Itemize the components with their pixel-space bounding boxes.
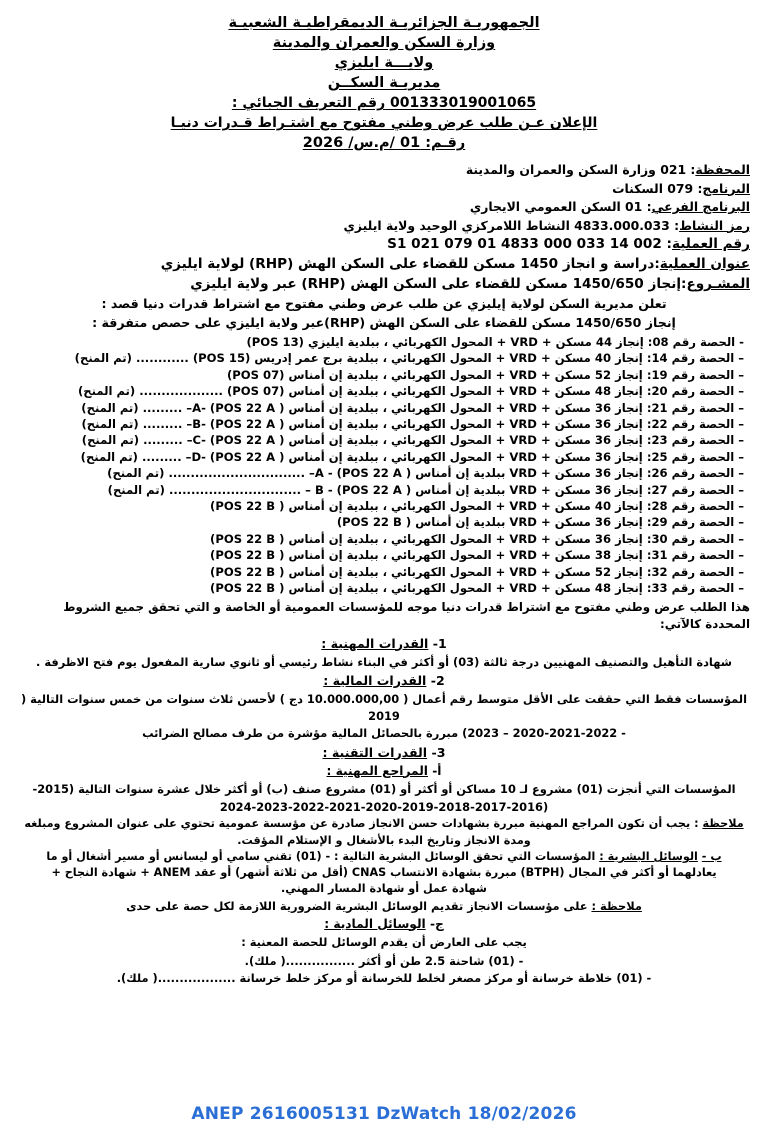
lot-item: – الحصة رقم 30: إنجاز 36 مسكن + VRD + المحول الكهربائي ، ببلدية إن أمناس ( POS 22 B)	[210, 531, 744, 546]
anep-footer: ANEP 2616005131 DzWatch 18/02/2026	[191, 1104, 577, 1124]
document-header	[18, 14, 750, 153]
lot-item: – الحصة رقم 26: إنجاز 36 مسكن + VRD ببلدية إن أمناس ( POS 22 A) - A– ............................... (تم المنح)	[107, 466, 744, 481]
lot-item: – الحصة رقم 22: إنجاز 36 مسكن + VRD + المحول الكهربائي ، ببلدية إن أمناس ( POS 22 A) -B– ......... (تم المنح)	[81, 417, 744, 432]
financial-capacity-title: القدرات المالية :	[323, 673, 427, 688]
tax-id-label: رقم التعريف الجبائي :	[231, 95, 386, 111]
lot-item: – الحصة رقم 32: إنجاز 52 مسكن + VRD + المحول الكهربائي ، ببلدية إن أمناس ( POS 22 B)	[210, 564, 744, 579]
human-resources-note-text: على مؤسسات الانجاز تقديم الوسائل البشرية الضرورية اللازمة لكل حصة على حدى	[126, 899, 588, 913]
technical-capacity-number: 3-	[431, 744, 446, 760]
subprogram-value: 01 السكن العمومي الايجاري	[469, 199, 643, 214]
references-note-line1	[18, 816, 750, 832]
professional-capacity-title: القدرات المهنية :	[321, 635, 429, 651]
lot-item: – الحصة رقم 19: إنجاز 52 مسكن + VRD + المحول الكهربائي ، ببلدية إن أمناس (POS 07)	[226, 367, 744, 382]
operation-number-separator: :	[661, 236, 672, 252]
ministry-title: وزارة السكن والعمران والمدينة	[272, 35, 496, 51]
portfolio-separator: :	[686, 162, 696, 177]
professional-references-line2: (2024-2023-2022-2021-2020-2019-2018-2017-2016	[219, 799, 549, 814]
operation-number-label: رقم العملية	[671, 236, 750, 252]
human-resources-line2: يعادلهما أو أكثر في المجال (BTPH) مبررة بشهادة الانتساب CNAS (أقل من ثلاثة أشهر) أو عقد ANEM + شهادة النجاح +	[51, 866, 717, 879]
technical-capacity-title: القدرات التقنية :	[322, 744, 428, 760]
lot-item: – الحصة رقم 14: إنجاز 40 مسكن + VRD + المحول الكهربائي ، ببلدية برج عمر إدريس (POS 15) ............ (تم المنح)	[74, 351, 744, 366]
material-resources-list	[18, 953, 750, 987]
lot-item: - الحصة رقم 08: إنجاز 44 مسكن + VRD + المحول الكهربائي ، ببلدية ايليزي (POS 13)	[246, 335, 744, 349]
announcement-title: الإعلان عـن طلب عرض وطني مفتوح مع اشتـراط قـدرات دنيـا	[170, 115, 598, 131]
portfolio-row	[18, 161, 750, 179]
references-note-text: : يجب أن تكون المراجع المهنية مبررة بشهادات حسن الانجاز صادرة عن مؤسسة عمومية تحتوي على عنوان المشروع ومبلغه	[24, 817, 699, 830]
lot-item: – الحصة رقم 21: إنجاز 36 مسكن + VRD + المحول الكهربائي ، ببلدية إن أمناس ( POS 22 A) -A– ......... (تم المنح)	[81, 400, 744, 415]
operation-title-label: عنوان العملية	[659, 256, 750, 272]
program-value: 079 السكنات	[612, 180, 694, 196]
project-value: إنجاز 1450/650 مسكن للقضاء على السكن الهش (RHP) عبر ولاية ايليزي	[190, 276, 681, 292]
republic-title: الجمهوريـة الجزائريـة الديمقراطيـة الشعبيـة	[228, 15, 540, 31]
administrative-identification	[18, 161, 750, 294]
lot-item: – الحصة رقم 28: إنجاز 40 مسكن + VRD + المحول الكهربائي ، ببلدية إن أمناس ( POS 22 B)	[210, 499, 744, 514]
human-resources-note	[18, 898, 750, 915]
professional-references-title: المراجع المهنية :	[326, 763, 428, 778]
program-label: البرنامج	[702, 180, 750, 196]
subprogram-label: البرنامج الفرعي	[651, 199, 750, 214]
professional-references-line1: المؤسسات التي أنجزت (01) مشروع لـ 10 مساكن أو أكثر أو (01) مشروع صنف (ب) أو أكثر خلال عشرة سنوات التالية (2015-	[32, 782, 736, 796]
announcement-intro-line1: تعلن مديرية السكن لولاية إيليزي عن طلب عرض وطني مفتوح مع اشتراط قدرات دنيا قصد :	[101, 296, 667, 311]
lot-item: – الحصة رقم 20: إنجاز 48 مسكن + VRD + المحول الكهربائي ، ببلدية إن أمناس (POS 07) ................... (تم المنح)	[77, 384, 744, 399]
material-resources-title: الوسائل المادية :	[324, 916, 426, 931]
material-resources-marker: ج-	[429, 916, 444, 931]
technical-capacity-heading	[18, 744, 750, 762]
professional-capacity-body: شهادة التأهيل والتصنيف المهنيين درجة ثالثة (03) أو أكثر في البناء نشاط رئيسي أو ثانوي سارية المفعول يوم فتح الاظرفة .	[36, 654, 732, 669]
professional-capacity-number: 1-	[432, 635, 447, 651]
program-row	[18, 180, 750, 198]
professional-references-heading	[18, 763, 750, 781]
human-resources-note-label: ملاحظة :	[591, 899, 642, 913]
announcement-intro-line2: إنجاز 1450/650 مسكن للقضاء على السكن الهش (RHP)عبر ولاية ايليزي على حصص متفرقة :	[92, 315, 676, 330]
financial-capacity-line2: - 2020-2021-2022 – 2023) مبررة بالحصائل المالية مؤشرة من طرف مصالح الضرائب	[142, 726, 626, 740]
lots-list	[18, 334, 750, 597]
financial-capacity-heading	[18, 672, 750, 690]
lot-item: – الحصة رقم 23: إنجاز 36 مسكن + VRD + المحول الكهربائي ، ببلدية إن أمناس ( POS 22 A) -C– ......... (تم المنح)	[81, 433, 744, 448]
tax-id-value: 001333019001065	[390, 95, 537, 111]
material-resources-heading	[18, 916, 750, 934]
announcement-reference: رقـم: 01 /م.س/ 2026	[302, 135, 466, 151]
human-resources-text1: المؤسسات التي تحقق الوسائل البشرية التالية : - (01) تقني سامي أو ليسانس أو مسير أشغال أو ما	[46, 850, 596, 863]
lot-item: – الحصة رقم 33: إنجاز 48 مسكن + VRD + المحول الكهربائي ، ببلدية إن أمناس ( POS 22 B)	[210, 581, 744, 596]
professional-capacity-heading	[18, 635, 750, 653]
lot-item: – الحصة رقم 27: إنجاز 36 مسكن + VRD ببلدية إن أمناس ( POS 22 A) - B – .............................. (تم المنح)	[107, 482, 744, 497]
human-resources-line1	[18, 849, 750, 865]
operation-number-value: S1 021 079 01 4833 000 033 14 002	[387, 236, 662, 252]
professional-references-marker: أ-	[432, 763, 442, 778]
project-row	[18, 275, 750, 294]
financial-capacity-line1: المؤسسات فقط التي حققت على الأقل متوسط رقم أعمال ( 10.000.000,00 دج ) لأحسن ثلاث سنوات من خمس سنوات التالية ( 2019	[20, 692, 747, 723]
lot-item: – الحصة رقم 29: إنجاز 36 مسكن + VRD ببلدية إن أمناس ( POS 22 B)	[336, 515, 744, 530]
material-item: - (01) شاحنة 2.5 طن أو أكثر ................( ملك).	[244, 953, 524, 968]
material-item: - (01) خلاطة خرسانة أو مركز مصغر لخلط للخرسانة أو مركز خلط خرسانة ..................( ملك).	[116, 970, 652, 985]
portfolio-label: المحفظة	[695, 162, 750, 177]
activity-code-value: 4833.000.033 النشاط اللامركزي الوحيد ولاية ايليزي	[343, 217, 670, 233]
program-separator: :	[693, 180, 703, 196]
operation-title-separator: :	[654, 256, 660, 272]
portfolio-value: 021 وزارة السكن والعمران والمدينة	[465, 162, 687, 177]
subprogram-separator: :	[642, 199, 652, 214]
activity-code-row	[18, 217, 750, 235]
material-resources-intro: يجب على العارض أن يقدم الوسائل للحصة المعنية :	[241, 935, 527, 949]
human-resources-title: الوسائل البشرية :	[599, 850, 698, 863]
references-note-label: ملاحظة	[702, 817, 744, 830]
lot-item: – الحصة رقم 25: إنجاز 36 مسكن + VRD + المحول الكهربائي ، ببلدية إن أمناس ( POS 22 A) -D– ......... (تم المنح)	[80, 449, 744, 464]
references-note-line2: ومدة الانجاز وتاريخ البدء بالأشغال و الإستلام المؤقت.	[237, 834, 531, 847]
human-resources-marker: ب -	[701, 850, 722, 863]
operation-number-row	[18, 235, 750, 254]
human-resources-line3: شهادة عمل أو شهادة المسار المهني.	[281, 882, 487, 895]
operation-title-value: دراسة و انجاز 1450 مسكن للقضاء على السكن الهش (RHP) لولاية ايليزي	[160, 256, 655, 272]
project-label: المشـروع	[686, 276, 750, 292]
activity-code-separator: :	[669, 217, 680, 233]
subprogram-row	[18, 198, 750, 216]
activity-code-label: رمز النشاط	[679, 217, 750, 233]
operation-title-row	[18, 255, 750, 274]
tax-id-line	[18, 94, 750, 113]
financial-capacity-number: 2-	[430, 673, 445, 688]
directorate-title: مديريـة السكــن	[327, 75, 441, 91]
lot-item: – الحصة رقم 31: إنجاز 38 مسكن + VRD + المحول الكهربائي ، ببلدية إن أمناس ( POS 22 B)	[210, 548, 744, 563]
conditions-intro: هذا الطلب عرض وطني مفتوح مع اشتراط قدرات دنيا موجه للمؤسسات العمومية أو الخاصة و التي تحقق جميع الشروط المحددة كالآتي:	[63, 599, 750, 631]
wilaya-title: ولايـــة ايليزي	[334, 55, 434, 71]
project-separator: :	[681, 276, 687, 292]
